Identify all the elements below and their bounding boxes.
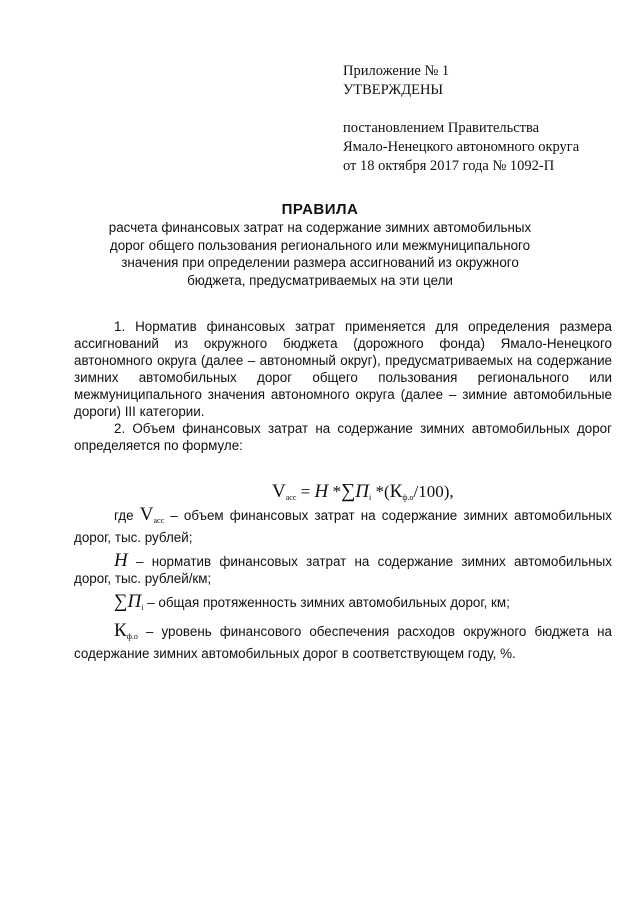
- definition-text: – уровень финансового обеспечения расходов окружного бюджета на содержание зимних автомобильных дорог в соответствующем году, %.: [74, 624, 612, 661]
- symbol-k-sub: ф.о: [126, 632, 138, 641]
- formula-star: *: [328, 482, 341, 501]
- definition-text: – общая протяженность зимних автомобильных дорог, км;: [143, 595, 510, 610]
- title-line: дорог общего пользования регионального или межмуниципального: [109, 237, 531, 253]
- formula-star: *(: [371, 482, 390, 501]
- formula-v: V: [272, 481, 286, 502]
- formula-tail: /100),: [413, 482, 454, 501]
- paragraph-2: 2. Объем финансовых затрат на содержание зимних автомобильных дорог определяется по формуле:: [74, 421, 612, 453]
- approved-label: УТВЕРЖДЕНЫ: [343, 82, 444, 98]
- definition-sum-p: [74, 593, 612, 616]
- approval-line-1: постановлением Правительства: [343, 120, 540, 136]
- formula-k-sub: ф.о: [402, 493, 414, 502]
- formula-k: К: [389, 481, 403, 502]
- definition-h: [74, 552, 612, 587]
- definition-symbol: [114, 591, 144, 612]
- document-body: [74, 318, 612, 454]
- definition-symbol: [140, 504, 164, 525]
- definition-v: [74, 506, 612, 546]
- formula-pi-sub: i: [368, 493, 372, 502]
- approval-line-2: Ямало-Ненецкого автономного округа: [343, 139, 580, 155]
- title-line: расчета финансовых затрат на содержание зимних автомобильных: [108, 220, 532, 235]
- formula-sigma: ∑: [340, 480, 356, 502]
- definition-symbol: [114, 620, 138, 641]
- formula-pi: П: [355, 481, 369, 502]
- approval-block: [343, 62, 623, 176]
- formula: [272, 480, 454, 503]
- annex-number: Приложение № 1: [343, 63, 450, 79]
- definitions: [74, 506, 612, 662]
- title-heading: ПРАВИЛА: [281, 201, 359, 218]
- symbol-v: V: [139, 504, 154, 525]
- formula-eq: =: [296, 482, 315, 501]
- formula-v-sub: асс: [285, 493, 297, 502]
- symbol-h: Н: [114, 550, 128, 571]
- symbol-sum-p: ∑П: [114, 591, 142, 612]
- definition-text: – объем финансовых затрат на содержание зимних автомобильных дорог, тыс. рублей;: [74, 508, 613, 545]
- title-line: бюджета, предусматриваемых на эти цели: [187, 272, 453, 288]
- paragraph-1: 1. Норматив финансовых затрат применяется для определения размера ассигнований из окружного бюджета (дорожного фонда) Ямало-Ненецкого автономного округа (далее – автономный округ), предусматриваемых на содержание зимних автомобильных дорог общего пользования регионального или межмуниципального значения автономного округа (далее – зимние автомобильные дороги) III категории.: [74, 319, 612, 419]
- approval-line-3: от 18 октября 2017 года № 1092-П: [343, 158, 555, 174]
- title-line: значения при определении размера ассигнований из окружного: [121, 255, 519, 270]
- definition-prefix: где: [114, 508, 140, 523]
- definition-k: [74, 622, 612, 662]
- formula-h: Н: [314, 481, 329, 502]
- symbol-v-sub: асс: [153, 516, 165, 525]
- definition-text: – норматив финансовых затрат на содержание зимних автомобильных дорог, тыс. рублей/км;: [74, 554, 612, 586]
- document-title: [0, 200, 640, 289]
- symbol-k: К: [114, 620, 127, 641]
- symbol-sum-p-sub: i: [141, 603, 144, 612]
